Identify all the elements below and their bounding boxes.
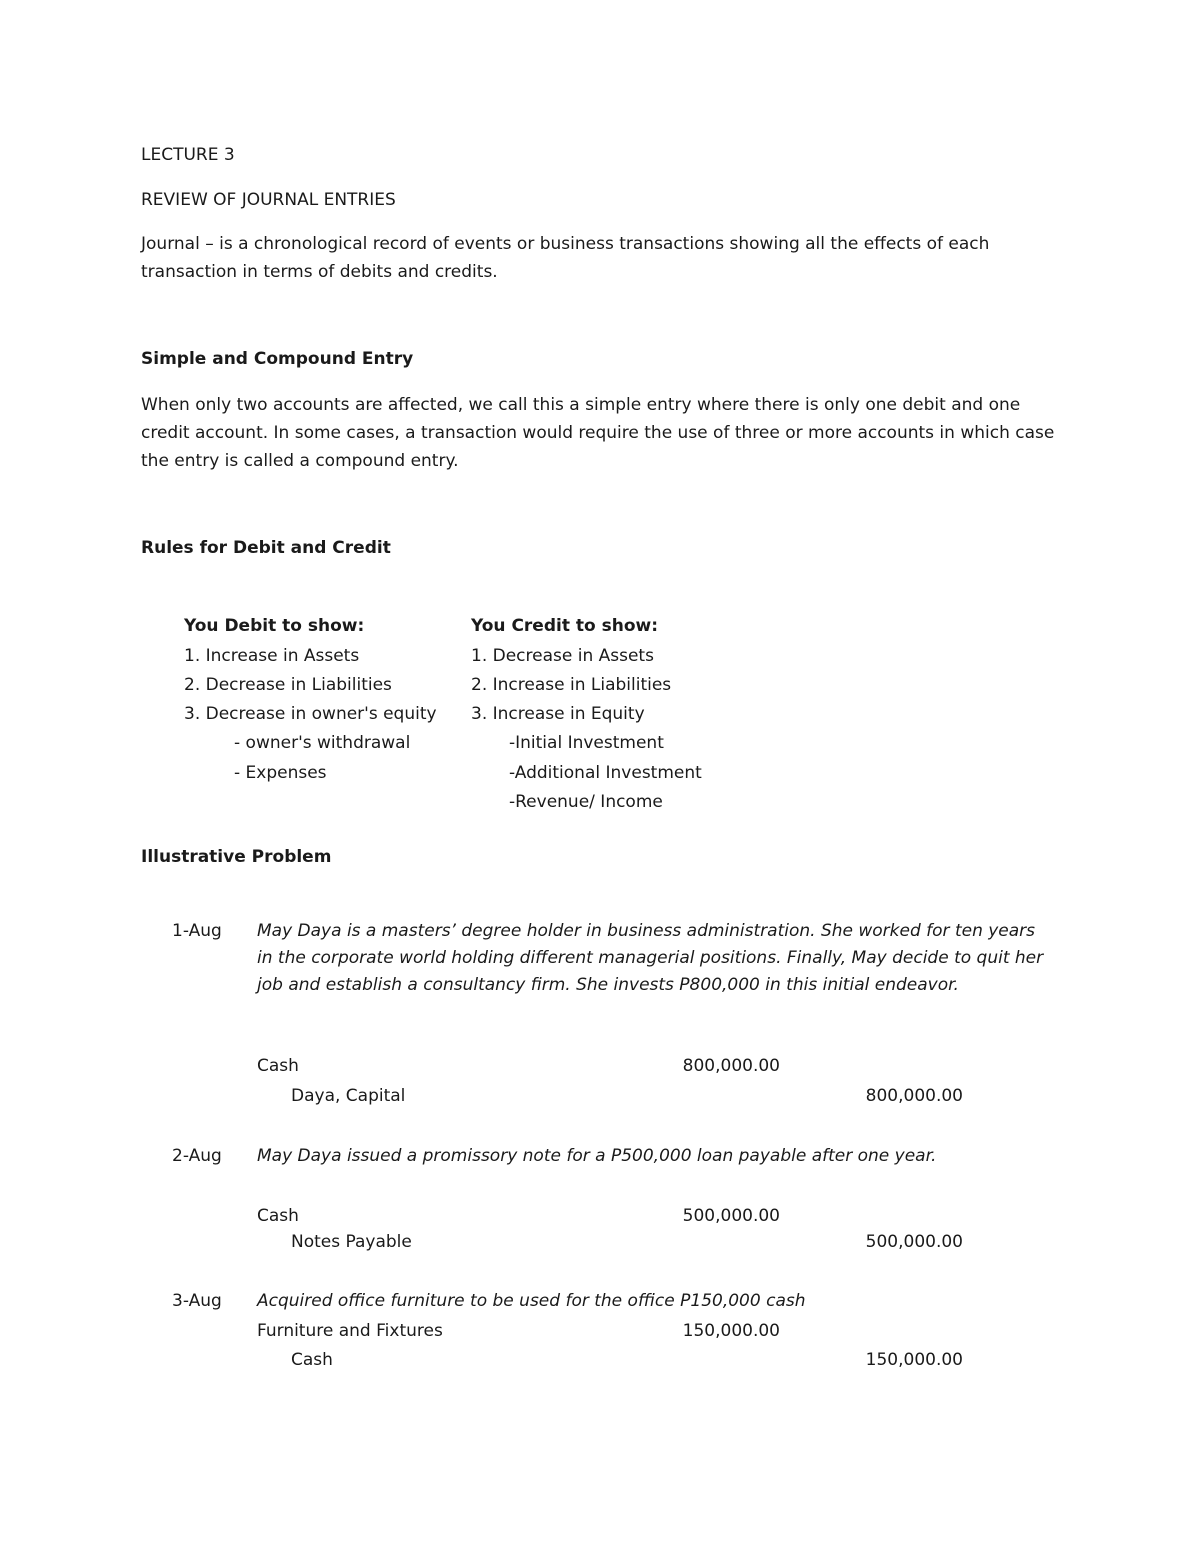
credit-rule-subitem: -Additional Investment <box>509 763 702 783</box>
page-title: REVIEW OF JOURNAL ENTRIES <box>141 190 396 210</box>
transaction-description: May Daya issued a promissory note for a P500,000 loan payable after one year. <box>257 1146 937 1166</box>
debit-column-title: You Debit to show: <box>184 616 365 636</box>
credit-column-title: You Credit to show: <box>471 616 659 636</box>
transaction-description: May Daya is a masters’ degree holder in business administration. She worked for ten years in the corporate world holding different managerial positions. Finally, May decide to quit her job and establish a consultancy firm. She invests P800,000 in this initial endeavor. <box>257 921 1044 995</box>
debit-account: Furniture and Fixtures <box>257 1321 443 1341</box>
debit-rule-subitem: - Expenses <box>234 763 327 783</box>
credit-rule-subitem: -Revenue/ Income <box>509 792 663 812</box>
section-heading-illustrative-problem: Illustrative Problem <box>141 847 332 867</box>
simple-compound-body: When only two accounts are affected, we call this a simple entry where there is only one debit and one credit account. In some cases, a transaction would require the use of three or more accounts in which case the entry is called a compound entry. <box>141 395 1055 471</box>
section-heading-rules: Rules for Debit and Credit <box>141 538 391 558</box>
credit-rule-item: 2. Increase in Liabilities <box>471 675 672 695</box>
transaction-date: 3-Aug <box>172 1291 222 1311</box>
debit-amount: 500,000.00 <box>682 1206 780 1226</box>
transaction-date: 1-Aug <box>172 921 222 941</box>
credit-rule-item: 3. Increase in Equity <box>471 704 645 724</box>
credit-account: Daya, Capital <box>291 1086 406 1106</box>
credit-amount: 500,000.00 <box>865 1232 963 1252</box>
debit-account: Cash <box>257 1056 299 1076</box>
credit-rule-item: 1. Decrease in Assets <box>471 646 654 666</box>
lecture-number: LECTURE 3 <box>141 145 235 165</box>
section-heading-simple-compound: Simple and Compound Entry <box>141 349 414 369</box>
debit-rule-item: 1. Increase in Assets <box>184 646 360 666</box>
debit-rule-subitem: - owner's withdrawal <box>234 733 411 753</box>
debit-account: Cash <box>257 1206 299 1226</box>
credit-rule-subitem: -Initial Investment <box>509 733 664 753</box>
credit-account: Notes Payable <box>291 1232 412 1252</box>
debit-rule-item: 3. Decrease in owner's equity <box>184 704 437 724</box>
journal-definition: Journal – is a chronological record of events or business transactions showing all the effects of each transaction in terms of debits and credits. <box>141 234 990 282</box>
credit-account: Cash <box>291 1350 333 1370</box>
transaction-date: 2-Aug <box>172 1146 222 1166</box>
credit-amount: 150,000.00 <box>865 1350 963 1370</box>
debit-rule-item: 2. Decrease in Liabilities <box>184 675 392 695</box>
transaction-description: Acquired office furniture to be used for the office P150,000 cash <box>257 1291 806 1311</box>
debit-amount: 800,000.00 <box>682 1056 780 1076</box>
credit-amount: 800,000.00 <box>865 1086 963 1106</box>
debit-amount: 150,000.00 <box>682 1321 780 1341</box>
